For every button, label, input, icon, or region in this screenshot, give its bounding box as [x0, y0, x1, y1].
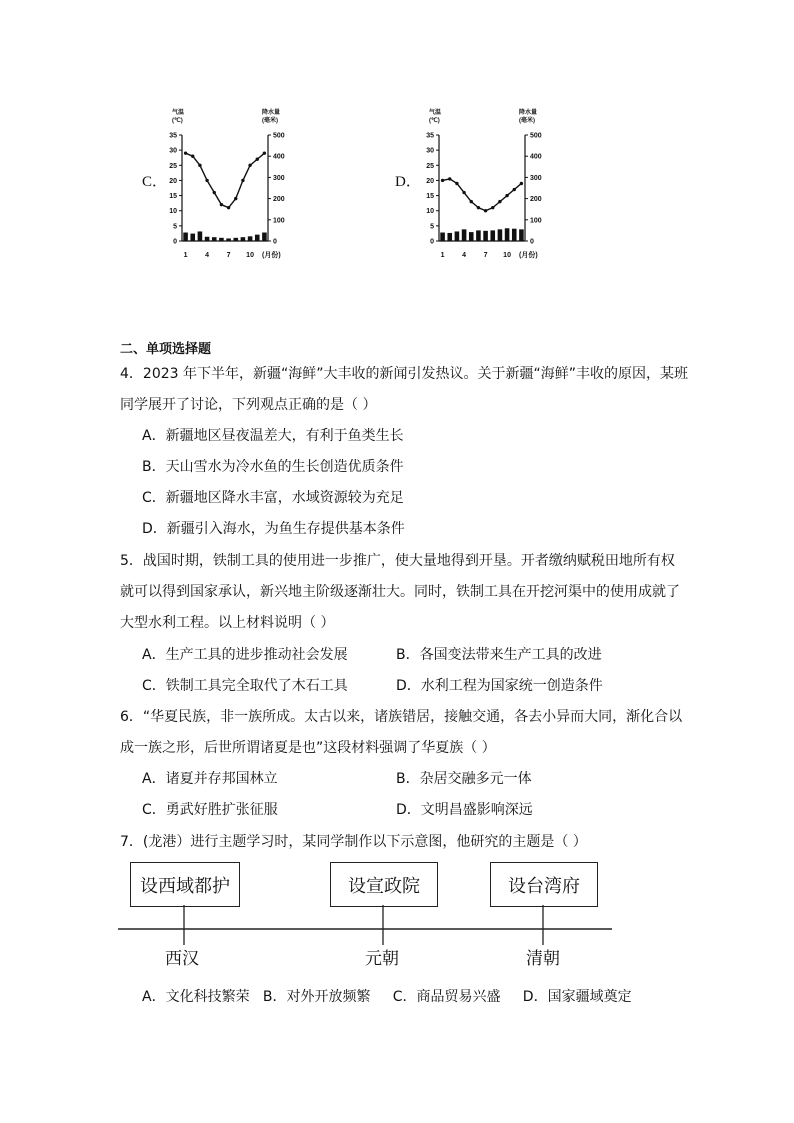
chart-c-precip-tick-label: 0	[273, 238, 277, 246]
chart-c-precip-bar	[255, 235, 260, 241]
chart-c-right-axis-title: 降水量	[262, 110, 281, 116]
chart-c-left-axis-title: 气温	[172, 110, 185, 116]
chart-d-precip-bar	[469, 232, 474, 241]
chart-c-temp-point	[213, 191, 216, 194]
chart-d-temp-point	[441, 179, 444, 182]
chart-c-precip-bar	[198, 231, 203, 241]
chart-d-x-unit: (月份)	[519, 252, 538, 259]
chart-c-temp-tick-label: 30	[169, 147, 177, 155]
chart-c-precip-bar	[233, 238, 238, 241]
chart-d-temp-point	[513, 188, 516, 191]
chart-d-temp-point	[470, 200, 473, 203]
chart-d-temp-point	[484, 209, 487, 212]
chart-c-temp-point	[234, 197, 237, 200]
timeline-box-taiwan: 设台湾府	[490, 862, 598, 907]
chart-d-precip-bar	[440, 233, 445, 241]
q5-option-d[interactable]: D．水利工程为国家统一创造条件	[396, 678, 603, 694]
timeline-box-xuanzheng: 设宣政院	[330, 862, 438, 907]
chart-c-label: C．	[142, 174, 168, 190]
chart-c-precip-tick-label: 100	[273, 217, 285, 225]
chart-c-temp-tick-label: 0	[173, 238, 177, 246]
q4-option-d[interactable]: D．新疆引入海水，为鱼生存提供基本条件	[142, 521, 405, 537]
chart-c-temp-line	[186, 153, 265, 208]
chart-d-temp-tick-label: 25	[426, 162, 434, 170]
chart-d-temp-tick-label: 30	[426, 147, 434, 155]
chart-c-temp-point	[248, 164, 251, 167]
q6-option-a[interactable]: A．诸夏并存邦国林立	[142, 771, 278, 787]
chart-d-temp-point	[520, 182, 523, 185]
chart-d-temp-point	[448, 177, 451, 180]
chart-c-precip-tick-label: 500	[273, 132, 285, 140]
chart-d-temp-tick-label: 10	[426, 208, 434, 216]
q4-option-c[interactable]: C．新疆地区降水丰富，水域资源较为充足	[142, 490, 404, 506]
era-yuan: 元朝	[365, 949, 399, 969]
chart-d-precip-tick-label: 400	[530, 153, 542, 161]
chart-c-precip-bar	[212, 237, 217, 241]
chart-c-temp-point	[256, 158, 259, 161]
chart-d-temp-point	[477, 206, 480, 209]
q6-option-b[interactable]: B．杂居交融多元一体	[396, 771, 532, 787]
chart-c-month-tick-label: 1	[183, 252, 188, 259]
chart-d-right-axis-title: 降水量	[519, 110, 538, 116]
q5-option-c[interactable]: C．铁制工具完全取代了木石工具	[142, 678, 348, 694]
chart-d-left-axis-unit: (℃)	[429, 118, 440, 124]
chart-c-temp-tick-label: 10	[169, 208, 177, 216]
chart-d-left-axis-title: 气温	[429, 110, 442, 116]
chart-d-precip-bar	[462, 229, 467, 241]
chart-c-precip-bar	[262, 233, 267, 241]
chart-c-temp-point	[220, 203, 223, 206]
chart-d-temp-point	[498, 200, 501, 203]
chart-c-temp-tick-label: 20	[169, 177, 177, 185]
chart-d-precip-bar	[483, 231, 488, 241]
chart-d-temp-point	[462, 191, 465, 194]
chart-c-right-axis-unit: (毫米)	[262, 118, 278, 124]
chart-c-precip-bar	[190, 234, 195, 241]
q6-stem-line2: 成一族之形，后世所谓诸夏是也”这段材料强调了华夏族（ ）	[120, 740, 496, 756]
chart-c-temp-tick-label: 5	[173, 223, 177, 231]
chart-c-temp-point	[205, 179, 208, 182]
q5-option-b[interactable]: B．各国变法带来生产工具的改进	[396, 647, 602, 663]
section-title: 二、单项选择题	[120, 342, 212, 357]
chart-d-month-tick-label: 7	[483, 252, 488, 259]
q5-option-a[interactable]: A．生产工具的进步推动社会发展	[142, 647, 348, 663]
chart-d-label: D．	[395, 174, 421, 190]
chart-c-temp-point	[263, 151, 266, 154]
climate-chart-c	[160, 104, 310, 264]
chart-d-precip-tick-label: 300	[530, 174, 542, 182]
chart-d-precip-bar	[512, 229, 517, 241]
timeline-axis	[118, 905, 614, 945]
chart-c-temp-tick-label: 15	[169, 193, 177, 201]
chart-d-precip-bar	[519, 229, 524, 241]
chart-c-precip-bar	[219, 238, 224, 241]
chart-d-precip-tick-label: 500	[530, 132, 542, 140]
chart-c-temp-point	[198, 164, 201, 167]
chart-c-precip-tick-label: 200	[273, 196, 285, 204]
chart-d-temp-point	[491, 206, 494, 209]
chart-d-temp-tick-label: 0	[430, 238, 434, 246]
chart-c-month-tick-label: 4	[205, 252, 210, 259]
chart-c-precip-tick-label: 400	[273, 153, 285, 161]
chart-c-temp-point	[184, 151, 187, 154]
chart-c-precip-bar	[205, 237, 210, 241]
chart-c-month-tick-label: 7	[226, 252, 231, 259]
chart-d-month-tick-label: 4	[462, 252, 467, 259]
chart-c-month-tick-label: 10	[246, 252, 254, 259]
chart-c-x-unit: (月份)	[262, 252, 281, 259]
q7-options[interactable]: A．文化科技繁荣 B．对外开放频繁 C．商品贸易兴盛 D．国家疆域奠定	[142, 989, 632, 1005]
chart-d-precip-bar	[505, 228, 510, 241]
era-qing: 清朝	[526, 949, 560, 969]
chart-c-precip-bar	[248, 236, 253, 241]
chart-d-temp-tick-label: 5	[430, 223, 434, 231]
chart-d-temp-line	[443, 179, 522, 211]
chart-d-precip-bar	[498, 229, 503, 241]
chart-c-temp-point	[191, 155, 194, 158]
chart-c-temp-tick-label: 35	[169, 132, 177, 140]
chart-d-precip-bar	[476, 230, 481, 241]
chart-d-temp-tick-label: 15	[426, 193, 434, 201]
chart-c-precip-tick-label: 300	[273, 174, 285, 182]
q6-option-c[interactable]: C．勇武好胜扩张征服	[142, 802, 278, 818]
chart-d-precip-tick-label: 200	[530, 196, 542, 204]
chart-d-precip-tick-label: 0	[530, 238, 534, 246]
timeline-box-xiyu: 设西域都护	[130, 862, 240, 907]
chart-d-right-axis-unit: (毫米)	[519, 118, 535, 124]
q7-stem: 7．(龙港）进行主题学习时，某同学制作以下示意图，他研究的主题是（ ）	[120, 834, 587, 850]
q4-stem-line2: 同学展开了讨论，下列观点正确的是（ ）	[120, 397, 377, 413]
chart-d-precip-bar	[490, 230, 495, 241]
chart-c-precip-bar	[183, 233, 188, 241]
q5-stem-line1: 5．战国时期，铁制工具的使用进一步推广，使大量地得到开垦。开者缴纳赋税田地所有权	[120, 553, 675, 569]
chart-d-temp-point	[455, 182, 458, 185]
chart-d-temp-tick-label: 20	[426, 177, 434, 185]
era-western-han: 西汉	[165, 949, 199, 969]
q5-stem-line2: 就可以得到国家承认，新兴地主阶级逐渐壮大。同时，铁制工具在开挖河渠中的使用成就了	[120, 584, 680, 600]
chart-d-temp-tick-label: 35	[426, 132, 434, 140]
chart-d-precip-tick-label: 100	[530, 217, 542, 225]
q5-stem-line3: 大型水利工程。以上材料说明（ ）	[120, 615, 335, 631]
chart-c-temp-tick-label: 25	[169, 162, 177, 170]
q4-option-b[interactable]: B．天山雪水为冷水鱼的生长创造优质条件	[142, 459, 404, 475]
chart-d-precip-bar	[455, 231, 460, 241]
q6-option-d[interactable]: D．文明昌盛影响深远	[396, 802, 533, 818]
climate-chart-d	[417, 104, 567, 264]
chart-c-temp-point	[241, 179, 244, 182]
chart-c-precip-bar	[226, 238, 231, 241]
chart-d-month-tick-label: 10	[503, 252, 511, 259]
chart-d-precip-bar	[447, 233, 452, 241]
q4-option-a[interactable]: A．新疆地区昼夜温差大，有利于鱼类生长	[142, 428, 404, 444]
q6-stem-line1: 6．“华夏民族，非一族所成。太古以来，诸族错居，接触交通，各去小异而大同，渐化合以	[120, 709, 683, 725]
chart-d-temp-point	[505, 194, 508, 197]
chart-c-left-axis-unit: (℃)	[172, 118, 183, 124]
q4-stem-line1: 4．2023 年下半年，新疆“海鲜”大丰收的新闻引发热议。关于新疆“海鲜”丰收的原因，某班	[120, 366, 688, 382]
chart-c-temp-point	[227, 206, 230, 209]
chart-c-precip-bar	[241, 237, 246, 241]
chart-d-month-tick-label: 1	[440, 252, 445, 259]
